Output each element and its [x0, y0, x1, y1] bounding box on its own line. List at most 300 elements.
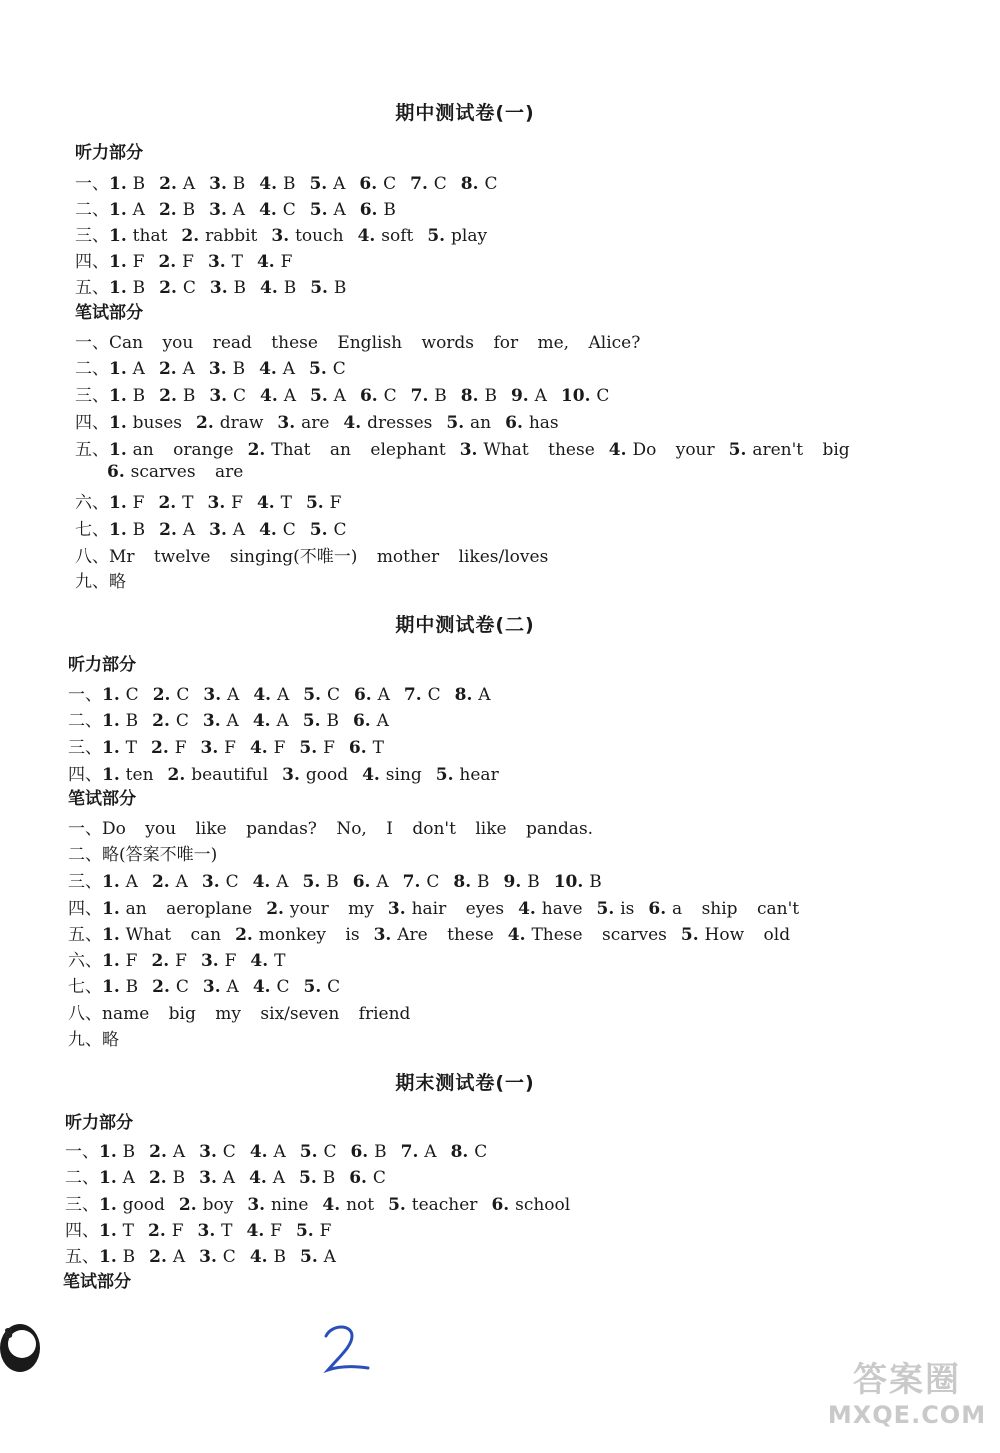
answer-item [109, 252, 144, 272]
answer-item [508, 925, 667, 945]
answer-item [504, 872, 540, 892]
handwritten-mark-icon [318, 1322, 378, 1378]
answer-item [303, 711, 339, 731]
answer-item [102, 738, 137, 758]
question-number: 5. [303, 685, 327, 705]
answer-text: B [477, 872, 490, 892]
answer-row [68, 706, 403, 731]
question-number: 2. [151, 951, 176, 971]
answer-text: have [541, 899, 583, 919]
answer-text: an orange [132, 440, 234, 460]
answer-text: F [182, 252, 194, 272]
answer-text: C [225, 872, 239, 892]
answer-item [179, 1195, 233, 1215]
question-number: 1. [109, 386, 133, 406]
written-part-label: 笔试部分 [68, 789, 136, 809]
answer-text: C [333, 520, 347, 540]
answer-row [75, 273, 360, 298]
answer-text: B [333, 278, 347, 298]
answer-item [253, 977, 290, 997]
question-number: 1. [102, 738, 126, 758]
question-number: 5. [299, 1247, 324, 1267]
answer-row [68, 680, 505, 705]
answer-item [153, 685, 190, 705]
answer-item [149, 1168, 185, 1188]
question-number: 4. [259, 520, 283, 540]
question-number: 4. [252, 711, 277, 731]
answer-item [343, 413, 432, 433]
answer-text: A [424, 1142, 437, 1162]
question-number: 2. [159, 520, 183, 540]
answer-item [109, 359, 145, 379]
answer-item [102, 977, 138, 997]
question-number: 4. [259, 200, 283, 220]
answer-item [353, 872, 389, 892]
question-number: 6. [348, 738, 373, 758]
question-group-label: 三、 [75, 386, 109, 406]
answer-row [75, 195, 410, 220]
answer-item [249, 1168, 285, 1188]
answer-item [99, 1142, 135, 1162]
answer-item [427, 226, 487, 246]
question-number: 1. [102, 899, 126, 919]
question-number: 2. [151, 872, 176, 892]
listening-part-label: 听力部分 [75, 143, 143, 163]
answer-text: F [175, 951, 187, 971]
answer-item [310, 386, 346, 406]
answer-item [360, 200, 396, 220]
answer-item [250, 1142, 286, 1162]
question-group-label: 五、 [68, 925, 102, 945]
question-number: 1. [102, 925, 126, 945]
question-number: 4. [256, 252, 281, 272]
answer-text: C [323, 1142, 337, 1162]
answer-item [257, 493, 292, 513]
question-number: 3. [247, 1195, 271, 1215]
question-number: 2. [152, 977, 176, 997]
answer-text: C [182, 278, 196, 298]
answer-text: Do you like pandas? No, I don't like pandas. [102, 819, 594, 839]
answer-item [196, 413, 263, 433]
answer-text: name big my six/seven friend [102, 1004, 411, 1024]
question-number: 2. [196, 413, 220, 433]
answer-text: A [182, 174, 196, 194]
answer-item [436, 765, 499, 785]
answer-text: T [231, 252, 243, 272]
answer-text: C [125, 685, 139, 705]
answer-item [260, 278, 296, 298]
answer-item [310, 200, 346, 220]
answer-text: C [474, 1142, 488, 1162]
answer-text: A [172, 1247, 186, 1267]
answer-text: Can you read these English words for me, Alice? [109, 333, 641, 353]
answer-text: A [478, 685, 491, 705]
question-number: 8. [450, 1142, 475, 1162]
question-number: 1. [102, 711, 126, 731]
answer-text: teacher [411, 1195, 478, 1215]
page-number: 8 [4, 1327, 14, 1342]
section-title: 期中测试卷(二) [395, 614, 535, 636]
question-number: 2. [159, 386, 183, 406]
question-number: 10. [553, 872, 590, 892]
question-number: 1. [109, 278, 133, 298]
question-number: 3. [200, 951, 225, 971]
answer-text: an aeroplane [125, 899, 253, 919]
answer-text: F [270, 1221, 282, 1241]
answer-item [159, 359, 195, 379]
question-number: 6. [359, 200, 384, 220]
answer-item [451, 1142, 488, 1162]
answer-item [199, 1142, 236, 1162]
answer-text: A [333, 174, 346, 194]
written-part-label: 笔试部分 [75, 303, 143, 323]
answer-text: that [132, 226, 168, 246]
question-number: 3. [209, 174, 233, 194]
answer-text: F [174, 738, 187, 758]
question-number: 7. [402, 872, 427, 892]
answer-text: F [280, 252, 293, 272]
question-number: 4. [252, 977, 277, 997]
answer-text: A [172, 1142, 186, 1162]
answer-text: These scarves [531, 925, 667, 945]
answer-item [554, 872, 602, 892]
answer-text: C [383, 386, 397, 406]
watermark-bottom: MXQE.COM [827, 1401, 987, 1429]
answer-text: A [232, 200, 246, 220]
question-group-label: 四、 [75, 252, 109, 272]
answer-text: What can [125, 925, 222, 945]
answer-item [151, 738, 186, 758]
answer-row [68, 760, 513, 785]
question-number: 3. [202, 977, 227, 997]
question-number: 2. [148, 1221, 172, 1241]
answer-text: B [273, 1247, 286, 1267]
answer-item [99, 1168, 135, 1188]
question-number: 5. [299, 1168, 323, 1188]
answer-item [253, 711, 289, 731]
question-number: 2. [181, 226, 206, 246]
answer-text: buses [132, 413, 183, 433]
answer-text: A [376, 872, 389, 892]
answer-row [68, 1025, 119, 1050]
answer-text: B [232, 359, 246, 379]
answer-text: B [132, 278, 146, 298]
answer-row [75, 169, 511, 194]
answer-item [152, 872, 188, 892]
answer-text: 略(答案不唯一) [102, 845, 218, 865]
answer-row [68, 840, 217, 865]
question-number: 8. [460, 386, 485, 406]
question-number: 1. [102, 765, 126, 785]
question-number: 4. [249, 1168, 273, 1188]
answer-item [259, 359, 295, 379]
question-number: 5. [303, 977, 328, 997]
answer-item [310, 278, 346, 298]
answer-item [306, 493, 341, 513]
question-number: 5. [388, 1195, 412, 1215]
question-number: 1. [109, 440, 133, 460]
answer-text: A [182, 520, 196, 540]
answer-text: B [233, 278, 247, 298]
question-group-label: 四、 [68, 765, 102, 785]
question-number: 1. [109, 226, 133, 246]
answer-text: B [125, 977, 139, 997]
answer-item [102, 872, 138, 892]
answer-item [210, 278, 246, 298]
question-number: 4. [260, 278, 284, 298]
answer-text: ten [125, 765, 154, 785]
answer-text: B [132, 520, 146, 540]
answer-item [109, 200, 145, 220]
question-group-label: 九、 [75, 572, 109, 592]
question-number: 1. [109, 174, 133, 194]
answer-item [199, 1247, 236, 1267]
question-number: 3. [209, 520, 233, 540]
answer-text: B [484, 386, 497, 406]
question-number: 3. [282, 765, 306, 785]
answer-row [68, 814, 593, 839]
question-number: 1. [99, 1221, 123, 1241]
question-number: 1. [109, 200, 133, 220]
answer-text: B [383, 200, 396, 220]
answer-item [401, 1142, 437, 1162]
question-number: 3. [201, 872, 226, 892]
question-group-label: 五、 [75, 440, 109, 460]
question-number: 2. [159, 278, 183, 298]
written-part-label: 笔试部分 [63, 1272, 131, 1292]
question-number: 3. [207, 493, 232, 513]
question-group-label: 一、 [75, 174, 109, 194]
answer-text: T [122, 1221, 135, 1241]
answer-item [303, 872, 339, 892]
answer-item [505, 413, 558, 433]
answer-text: a ship can't [672, 899, 800, 919]
answer-item [299, 1168, 335, 1188]
question-number: 4. [357, 226, 382, 246]
question-number: 2. [178, 1195, 203, 1215]
answer-text: F [171, 1221, 184, 1241]
question-number: 1. [99, 1142, 123, 1162]
answer-text: F [132, 493, 145, 513]
answer-text: B [232, 174, 246, 194]
question-group-label: 七、 [68, 977, 102, 997]
answer-text: dresses [367, 413, 433, 433]
question-number: 4. [253, 685, 277, 705]
watermark-top: 答案圈 [853, 1360, 961, 1400]
answer-item [200, 738, 235, 758]
answer-text: T [280, 493, 292, 513]
question-number: 1. [102, 951, 126, 971]
question-number: 3. [209, 386, 234, 406]
answer-row [65, 1137, 501, 1162]
listening-part-label: 听力部分 [68, 655, 136, 675]
answer-item [250, 1247, 286, 1267]
answer-item [304, 977, 341, 997]
question-number: 3. [271, 226, 296, 246]
answer-item [109, 226, 167, 246]
answer-item [277, 413, 329, 433]
question-number: 5. [680, 925, 705, 945]
answer-item [207, 493, 242, 513]
answer-text: F [273, 738, 286, 758]
answer-item [322, 1195, 374, 1215]
question-number: 3. [203, 685, 228, 705]
answer-text: Do your [632, 440, 715, 460]
answer-text: B [434, 386, 447, 406]
answer-item [354, 685, 390, 705]
question-number: 5. [596, 899, 621, 919]
answer-item [388, 899, 504, 919]
answer-item [102, 765, 154, 785]
answer-row [75, 408, 573, 433]
answer-item [109, 520, 145, 540]
question-number: 1. [109, 413, 133, 433]
question-number: 3. [202, 711, 227, 731]
question-number: 1. [99, 1195, 123, 1215]
question-number: 5. [309, 359, 333, 379]
question-number: 6. [359, 174, 384, 194]
answer-item [199, 1168, 235, 1188]
answer-text: A [227, 685, 240, 705]
answer-item [159, 520, 195, 540]
answer-item [247, 1195, 308, 1215]
question-number: 1. [102, 685, 126, 705]
question-number: 9. [510, 386, 535, 406]
answer-text: A [122, 1168, 135, 1188]
watermark-logo [822, 1352, 992, 1448]
question-group-label: 五、 [65, 1247, 99, 1267]
question-number: 2. [158, 252, 183, 272]
question-number: 5. [295, 1221, 320, 1241]
answer-item [260, 386, 296, 406]
answer-text: What these [483, 440, 595, 460]
answer-text: A [272, 1168, 286, 1188]
answer-text: A [273, 1142, 286, 1162]
answer-item [159, 386, 195, 406]
question-group-label: 二、 [68, 711, 102, 731]
question-number: 4. [322, 1195, 347, 1215]
question-number: 8. [460, 174, 485, 194]
answer-text: F [329, 493, 342, 513]
question-number: 3. [387, 899, 412, 919]
answer-text: C [276, 977, 290, 997]
question-number: 5. [302, 872, 327, 892]
answer-item [300, 1247, 336, 1267]
question-number: 5. [309, 520, 334, 540]
answer-text: sing [385, 765, 422, 785]
answer-text: C [175, 711, 189, 731]
answer-text: beautiful [191, 765, 269, 785]
question-number: 6. [350, 1142, 375, 1162]
answer-text: is [620, 899, 635, 919]
answer-text: B [132, 174, 146, 194]
question-group-label: 二、 [75, 359, 109, 379]
answer-text: has [528, 413, 559, 433]
question-group-label: 九、 [68, 1030, 102, 1050]
answer-text: A [175, 872, 188, 892]
question-number: 4. [256, 493, 281, 513]
answer-item [309, 174, 345, 194]
answer-text: F [319, 1221, 332, 1241]
answer-item [203, 977, 239, 997]
answer-text: A [182, 359, 195, 379]
answer-item [159, 278, 196, 298]
answer-text: C [372, 1168, 386, 1188]
answer-text: rabbit [205, 226, 258, 246]
answer-item [107, 462, 243, 482]
question-number: 6. [352, 711, 377, 731]
answer-item [102, 951, 137, 971]
answer-text: A [222, 1168, 236, 1188]
answer-text: C [222, 1142, 236, 1162]
answer-text: F [231, 493, 243, 513]
answer-item [597, 899, 635, 919]
question-number: 7. [410, 386, 435, 406]
question-number: 4. [608, 440, 633, 460]
answer-text: A [125, 872, 138, 892]
answer-item [259, 520, 296, 540]
answer-text: C [282, 520, 296, 540]
question-number: 2. [235, 925, 259, 945]
answer-item [353, 711, 389, 731]
question-number: 4. [362, 765, 386, 785]
answer-text: soft [381, 226, 414, 246]
question-number: 6. [353, 685, 378, 705]
answer-text: T [125, 738, 138, 758]
question-group-label: 二、 [65, 1168, 99, 1188]
question-group-label: 三、 [75, 226, 109, 246]
question-group-label: 四、 [75, 413, 109, 433]
answer-item [109, 493, 144, 513]
answer-row [75, 567, 126, 592]
question-number: 3. [209, 278, 234, 298]
answer-text: B [283, 278, 297, 298]
answer-text: B [282, 174, 296, 194]
answer-text: C [222, 1247, 236, 1267]
answer-item [609, 440, 715, 460]
answer-text: A [283, 386, 296, 406]
question-number: 10. [560, 386, 597, 406]
answer-item [403, 872, 440, 892]
question-number: 9. [503, 872, 528, 892]
question-number: 2. [158, 493, 183, 513]
question-number: 1. [99, 1168, 123, 1188]
answer-item [453, 872, 489, 892]
answer-item [648, 899, 799, 919]
answer-item [102, 711, 138, 731]
answer-item [362, 765, 422, 785]
answer-text: A [226, 711, 239, 731]
answer-item [446, 413, 491, 433]
answer-text: C [427, 685, 441, 705]
answer-text: T [182, 493, 194, 513]
answer-text: touch [295, 226, 344, 246]
answer-item [349, 1168, 386, 1188]
answer-item [360, 386, 397, 406]
question-number: 5. [305, 493, 330, 513]
answer-item [257, 252, 292, 272]
answer-item [209, 386, 246, 406]
answer-item [681, 925, 790, 945]
question-number: 7. [410, 174, 434, 194]
answer-text: A [377, 685, 390, 705]
question-number: 4. [250, 951, 275, 971]
question-number: 1. [99, 1247, 123, 1267]
answer-text: B [125, 711, 139, 731]
answer-text: B [589, 872, 602, 892]
question-number: 5. [435, 765, 460, 785]
question-number: 5. [446, 413, 471, 433]
